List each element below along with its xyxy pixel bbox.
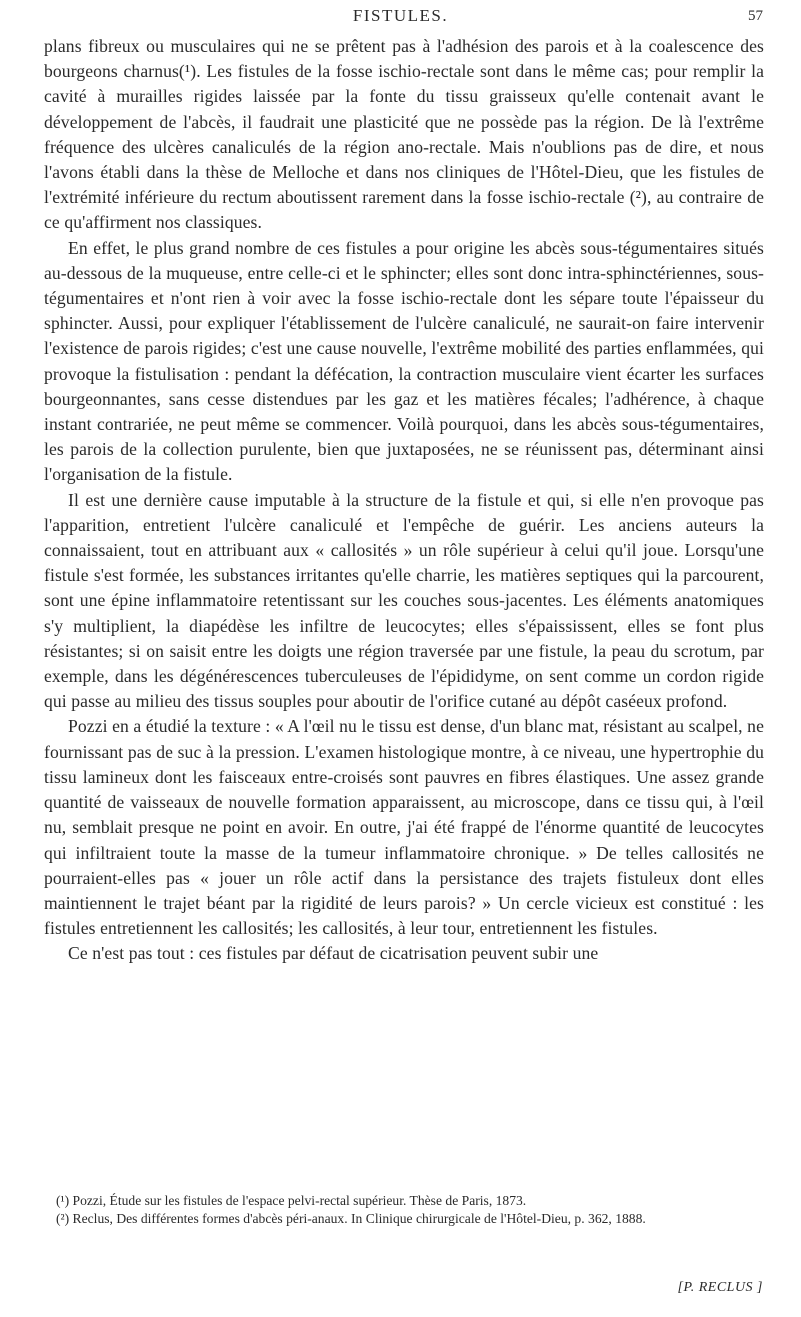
paragraph-1: plans fibreux ou musculaires qui ne se prêtent pas à l'adhésion des parois et à la coalescence des bourgeons charnus(¹). Les fistules de la fosse ischio-rectale sont dans le même cas; pour remplir la cavité à murailles rigides laissée par la fonte du tissu graisseux qu'elle contenait avant le développement de l'abcès, il faudrait une plasticité que ne possède pas la région. De là l'extrême fréquence des ulcères canaliculés de la région ano-rectale. Mais n'oublions pas de dire, et nous l'avons établi dans la thèse de Melloche et dans nos cliniques de l'Hôtel-Dieu, que les fistules de l'extrémité inférieure du rectum aboutissent rarement dans la fosse ischio-rectale (²), au contraire de ce qu'affirment nos classiques. [44, 36, 764, 233]
running-title: FISTULES. [352, 6, 449, 25]
footnote-1: (¹) Pozzi, Étude sur les fistules de l'espace pelvi-rectal supérieur. Thèse de Paris, 1873. [56, 1193, 527, 1208]
body-text [44, 34, 764, 967]
footnote-2: (²) Reclus, Des différentes formes d'abcès péri-anaux. In Clinique chirurgicale de l'Hôtel-Dieu, p. 362, 1888. [56, 1211, 646, 1226]
paragraph-5: Ce n'est pas tout : ces fistules par défaut de cicatrisation peuvent subir une [68, 943, 599, 964]
paragraph-2: En effet, le plus grand nombre de ces fistules a pour origine les abcès sous-tégumentaires situés au-dessous de la muqueuse, entre celle-ci et le sphincter; elles sont donc intra-sphinctériennes, sous-tégumentaires et n'ont rien à voir avec la fosse ischio-rectale dont les sépare toute l'épaisseur du sphincter. Aussi, pour expliquer l'établissement de l'ulcère canaliculé, ne saurait-on faire intervenir l'existence de parois rigides; c'est une cause nouvelle, l'extrême mobilité des parties enflammées, qui provoque la fistulisation : pendant la défécation, la contraction musculaire vient écarter les surfaces bourgeonnantes, sans cesse distendues par les gaz et les matières fécales; l'adhérence, à chaque instant contrariée, ne peut même se commencer. Voilà pourquoi, dans les abcès sous-tégumentaires, les parois de la collection purulente, bien que juxtaposées, ne se réunissent pas, déterminant ainsi l'organisation de la fistule. [44, 237, 764, 485]
page-header [0, 6, 801, 30]
page-number: 57 [748, 8, 763, 24]
footnotes [44, 1192, 764, 1228]
paragraph-4: Pozzi en a étudié la texture : « A l'œil nu le tissu est dense, d'un blanc mat, résistant au scalpel, ne fournissant pas de suc à la pression. L'examen histologique montre, à ce niveau, une hypertrophie du tissu lamineux dont les faisceaux entre-croisés sont pauvres en fibres élastiques. Une assez grande quantité de vaisseaux de nouvelle formation apparaissent, au microscope, dans ce tissu qui, à l'œil nu, semblait presque ne point en avoir. En outre, j'ai été frappé de l'énorme quantité de leucocytes qui infiltraient toute la masse de la tumeur inflammatoire chronique. » De telles callosités ne pourraient-elles pas « jouer un rôle actif dans la persistance des trajets fistuleux dont elles maintiennent le trajet béant par la rigidité de leurs parois? » Un cercle vicieux est constitué : les fistules entretiennent les callosités; les callosités, à leur tour, entretiennent les fistules. [44, 716, 764, 939]
printer-signature: [P. RECLUS ] [677, 1280, 763, 1295]
paragraph-3: Il est une dernière cause imputable à la structure de la fistule et qui, si elle n'en provoque pas l'apparition, entretient l'ulcère canaliculé et l'empêche de guérir. Les anciens auteurs la connaissaient, tout en attribuant aux « callosités » un rôle supérieur à celui qu'il joue. Lorsqu'une fistule s'est formée, les substances irritantes qu'elle charrie, les matières septiques qui la parcourent, sont une épine inflammatoire retentissant sur les couches sous-jacentes. Les éléments anatomiques s'y multiplient, la diapédèse les infiltre de leucocytes; elles s'épaississent, elles se font plus résistantes; si on saisit entre les doigts une région traversée par une fistule, la peau du scrotum, par exemple, dans les dégénérescences tuberculeuses de l'épididyme, on sent comme un cordon rigide qui passe au milieu des tissus souples pour aboutir de l'orifice cutané au dépôt caséeux profond. [44, 489, 764, 712]
